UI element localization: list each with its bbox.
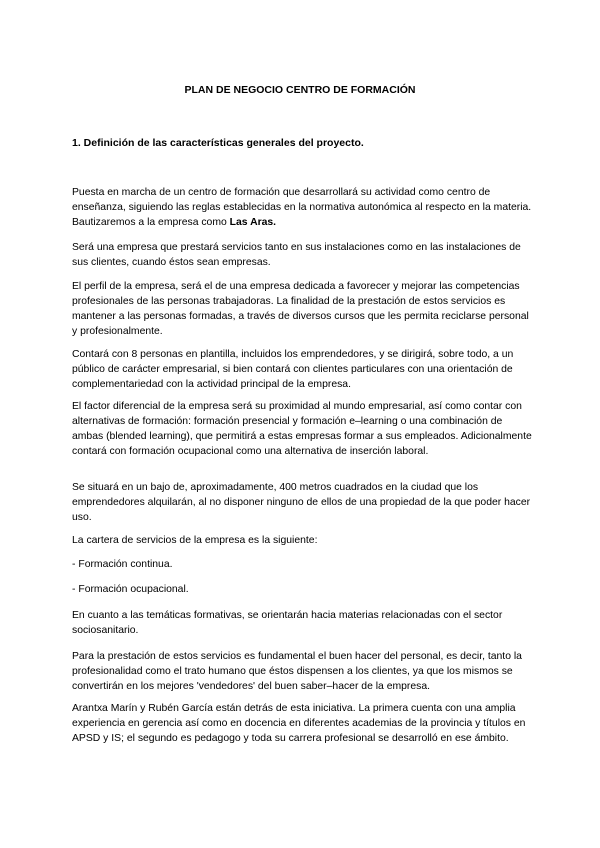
document-title: PLAN DE NEGOCIO CENTRO DE FORMACIÓN: [184, 84, 416, 96]
paragraph-intro: [72, 185, 532, 230]
paragraph-location: Se situará en un bajo de, aproximadamente, 400 metros cuadrados en la ciudad que los emprendedores alquilarán, al no disponer ninguno de ellos de una propiedad de la que poder hacer uso.: [72, 482, 531, 523]
section-heading: 1. Definición de las características generales del proyecto.: [72, 137, 364, 149]
paragraph-staff-quality: Para la prestación de estos servicios es fundamental el buen hacer del personal, es decir, tanto la profesionalidad como el trato humano que éstos dispensen a los clientes, ya que los mismos se convertirán en los mejores 'vendedores' del buen saber–hacer de la empresa.: [72, 651, 522, 692]
paragraph-company-profile: El perfil de la empresa, será el de una empresa dedicada a favorecer y mejorar las competencias profesionales de las personas trabajadoras. La finalidad de la prestación de estos servicios es mantener a las personas formadas, a través de diversos cursos que les permita reciclarse personal y profesionalmente.: [72, 281, 529, 337]
list-item-continuous-training: - Formación continua.: [72, 559, 173, 570]
paragraph-founders: Arantxa Marín y Rubén García están detrás de esta iniciativa. La primera cuenta con una amplia experiencia en gerencia así como en docencia en diferentes academias de la provincia y títulos en APSD y IS; el segundo es pedagogo y toda su carrera profesional se desarrolló en ese ámbito.: [72, 703, 526, 744]
paragraph-staff-audience: Contará con 8 personas en plantilla, incluidos los emprendedores, y se dirigirá, sobre todo, a un público de carácter empresarial, si bien contará con clientes particulares con una orientación de complementariedad con la actividad principal de la empresa.: [72, 349, 514, 390]
paragraph-services-location: Será una empresa que prestará servicios tanto en sus instalaciones como en las instalaciones de sus clientes, cuando éstos sean empresas.: [72, 242, 521, 268]
paragraph-services-intro: La cartera de servicios de la empresa es la siguiente:: [72, 535, 318, 546]
list-item-occupational-training: - Formación ocupacional.: [72, 584, 189, 595]
company-name: Las Aras.: [229, 217, 277, 228]
paragraph-differential-factor: El factor diferencial de la empresa será su proximidad al mundo empresarial, así como contar con alternativas de formación: formación presencial y formación e–learning o una combinación de ambas (blended learning), que permitirá a estas empresas formar a sus empleados. Adicionalmente contará con formación ocupacional como una alternativa de inserción laboral.: [72, 401, 532, 457]
paragraph-training-topics: En cuanto a las temáticas formativas, se orientarán hacia materias relacionadas con el sector sociosanitario.: [72, 610, 503, 636]
paragraph-intro-text: Puesta en marcha de un centro de formación que desarrollará su actividad como centro de enseñanza, siguiendo las reglas establecidas en la normativa autonómica al respecto en la materia. Bautizaremos a la empresa como: [72, 187, 532, 228]
